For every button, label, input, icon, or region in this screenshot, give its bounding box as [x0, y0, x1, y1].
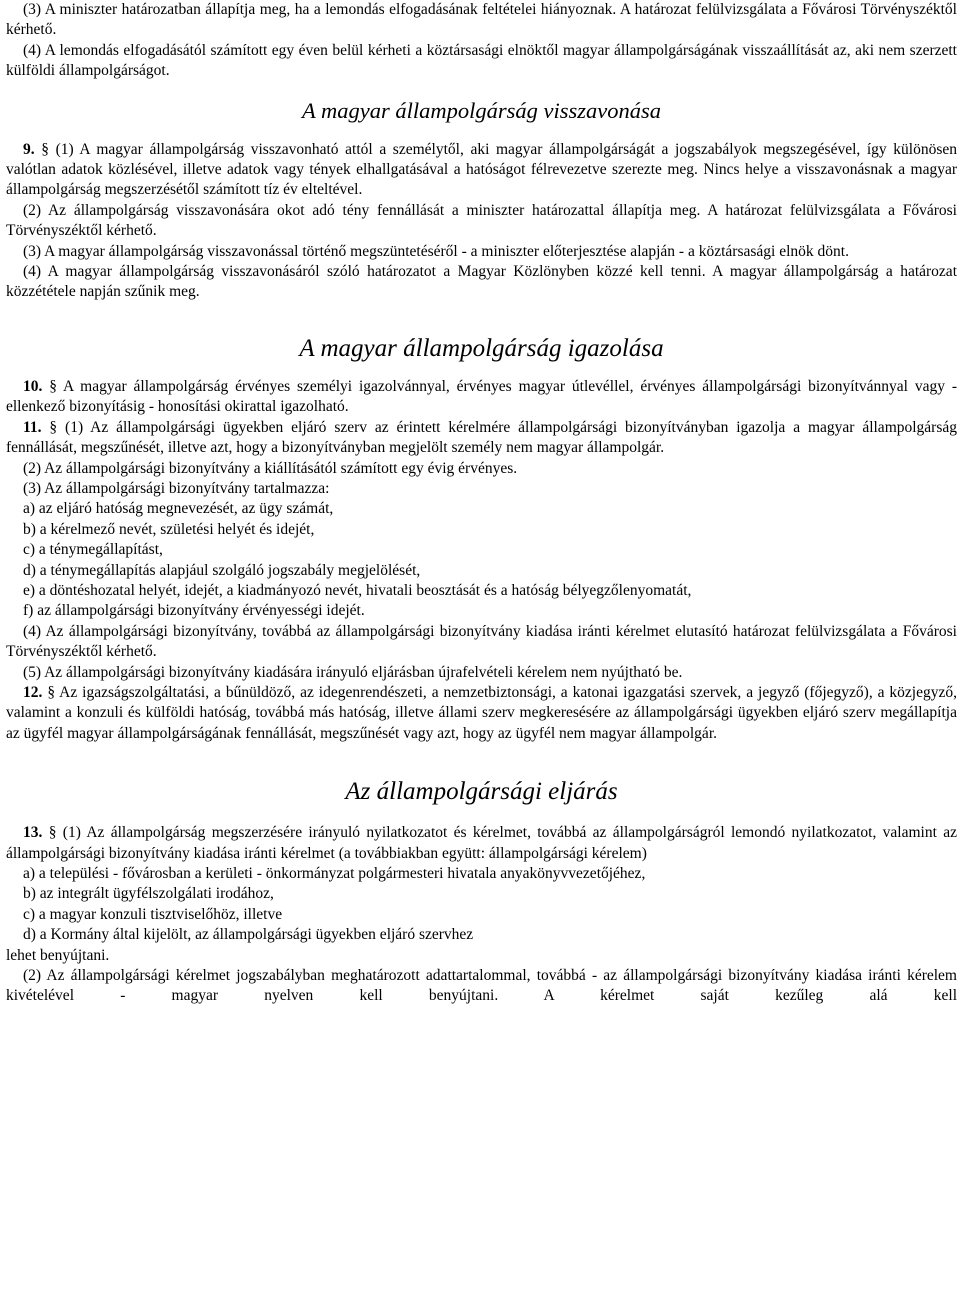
paragraph-13-1-tail: lehet benyújtani. — [6, 946, 110, 964]
list-item-13-1-d: d) a Kormány által kijelölt, az állampolgársági ügyekben eljáró szervhez — [23, 926, 474, 944]
section-heading-igazolas: A magyar állampolgárság igazolása — [299, 334, 664, 362]
paragraph-9-4: (4) A magyar állampolgárság visszavonásáról szóló határozatot a Magyar Közlönyben közzé kell tenni. A magyar állampolgárság a határozat közzététele napján szűnik meg. — [6, 263, 957, 301]
section-number-12: 12. — [23, 683, 43, 701]
paragraph-11-2: (2) Az állampolgársági bizonyítvány a kiállításától számított egy évig érvényes. — [23, 459, 518, 477]
paragraph-11-1 — [6, 418, 957, 459]
section-number-13: 13. — [23, 824, 43, 842]
list-item-11-3-b: b) a kérelmező nevét, születési helyét és idejét, — [23, 520, 315, 538]
list-item-13-1-a: a) a települési - fővárosban a kerületi - önkormányzat polgármesteri hivatala anyakönyvvezetőjéhez, — [23, 865, 646, 882]
paragraph-12 — [6, 683, 957, 744]
list-item-11-3-a: a) az eljáró hatóság megnevezését, az ügy számát, — [23, 500, 334, 518]
paragraph-12-text: § Az igazságszolgáltatási, a bűnüldöző, az idegenrendészeti, a nemzetbiztonsági, a katonai igazgatási szervek, a jegyző (főjegyző), a közjegyző, valamint a konzuli és külföldi hatóság, továbbá más hatóság, illetve állami szerv megkeresésére az állampolgársági ügyekben eljáró szerv megállapítja az ügyfél magyar állampolgárságának fennállását, megszűnését vagy azt, hogy az ügyfél nem magyar állampolgár. — [6, 683, 957, 742]
list-item-11-3-d: d) a ténymegállapítás alapjául szolgáló jogszabály megjelölését, — [23, 561, 421, 579]
paragraph-11-4: (4) Az állampolgársági bizonyítvány, továbbá az állampolgársági bizonyítvány kiadása iránti kérelmet elutasító határozat felülvizsgálata a Fővárosi Törvényszéktől kérhető. — [6, 622, 957, 661]
section-heading-visszavonas: A magyar állampolgárság visszavonása — [302, 97, 661, 123]
paragraph-9-1 — [6, 140, 957, 201]
section-heading-eljaras: Az állampolgársági eljárás — [345, 778, 618, 806]
paragraph-11-3: (3) Az állampolgársági bizonyítvány tartalmazza: — [23, 479, 330, 497]
paragraph-11-1-text: § (1) Az állampolgársági ügyekben eljáró szerv az érintett kérelmére állampolgársági bizonyítványban igazolja a magyar állampolgárság fennállását, megszűnését, illetve azt, hogy a bizonyítványban megjelölt személy nem magyar állampolgár. — [6, 418, 958, 457]
document-page — [6, 0, 957, 1007]
paragraph-10 — [6, 377, 957, 418]
list-item-13-1-b: b) az integrált ügyfélszolgálati irodához, — [23, 885, 274, 903]
paragraph-11-5: (5) Az állampolgársági bizonyítvány kiadására irányuló eljárásban újrafelvételi kérelem nem nyújtható be. — [23, 663, 683, 681]
paragraph-8-3: (3) A miniszter határozatban állapítja meg, ha a lemondás elfogadásának feltételei hiányoznak. A határozat felülvizsgálata a Fővárosi Törvényszéktől kérhető. — [6, 1, 957, 39]
paragraph-10-text: § A magyar állampolgárság érvényes személyi igazolvánnyal, érvényes magyar útlevéllel, érvényes állampolgársági bizonyítvánnyal vagy - ellenkező bizonyításig - honosítási okirattal igazolható. — [6, 377, 957, 416]
list-item-11-3-f: f) az állampolgársági bizonyítvány érvényességi idejét. — [23, 602, 365, 620]
paragraph-13-2: (2) Az állampolgársági kérelmet jogszabályban meghatározott adattartalommal, továbbá - az állampolgársági bizonyítvány kiadása iránti kérelem kivételével - magyar nyelven kell benyújtani. A kérelmet saját kezűleg alá kell — [6, 967, 957, 1005]
paragraph-9-2: (2) Az állampolgárság visszavonására okot adó tény fennállását a miniszter határozattal állapítja meg. A határozat felülvizsgálata a Fővárosi Törvényszéktől kérhető. — [6, 201, 957, 240]
paragraph-13-1-text: § (1) Az állampolgárság megszerzésére irányuló nyilatkozatot és kérelmet, továbbá az állampolgárságról lemondó nyilatkozatot, valamint az állampolgársági bizonyítvány kiadása iránti kérelmet (a továbbiakban együtt: állampolgársági kérelem) — [6, 824, 957, 862]
paragraph-9-1-text: § (1) A magyar állampolgárság visszavonható attól a személytől, aki magyar állampolgárságát a jogszabályok megszegésével, így különösen valótlan adatok közlésével, illetve adatok vagy tények elhallgatásával a hatóságot félrevezetve szerezte meg. Nincs helye a visszavonásnak a magyar állampolgárság megszerzésétől számított tíz év elteltével. — [6, 140, 957, 199]
paragraph-8-4: (4) A lemondás elfogadásától számított egy éven belül kérheti a köztársasági elnöktől magyar állampolgárságának visszaállítását az, aki nem szerzett külföldi állampolgárságot. — [6, 41, 957, 80]
paragraph-9-3: (3) A magyar állampolgárság visszavonással történő megszüntetéséről - a miniszter előterjesztése alapján - a köztársasági elnök dönt. — [23, 242, 849, 260]
list-item-11-3-c: c) a ténymegállapítást, — [23, 541, 163, 559]
section-number-11: 11. — [23, 418, 42, 436]
paragraph-13-1 — [6, 823, 957, 864]
section-number-9: 9. — [23, 140, 35, 158]
list-item-11-3-e: e) a döntéshozatal helyét, idejét, a kiadmányozó nevét, hivatali beosztását és a hatóság bélyegzőlenyomatát, — [23, 581, 692, 599]
list-item-13-1-c: c) a magyar konzuli tisztviselőhöz, illetve — [23, 905, 283, 923]
section-number-10: 10. — [23, 377, 43, 395]
